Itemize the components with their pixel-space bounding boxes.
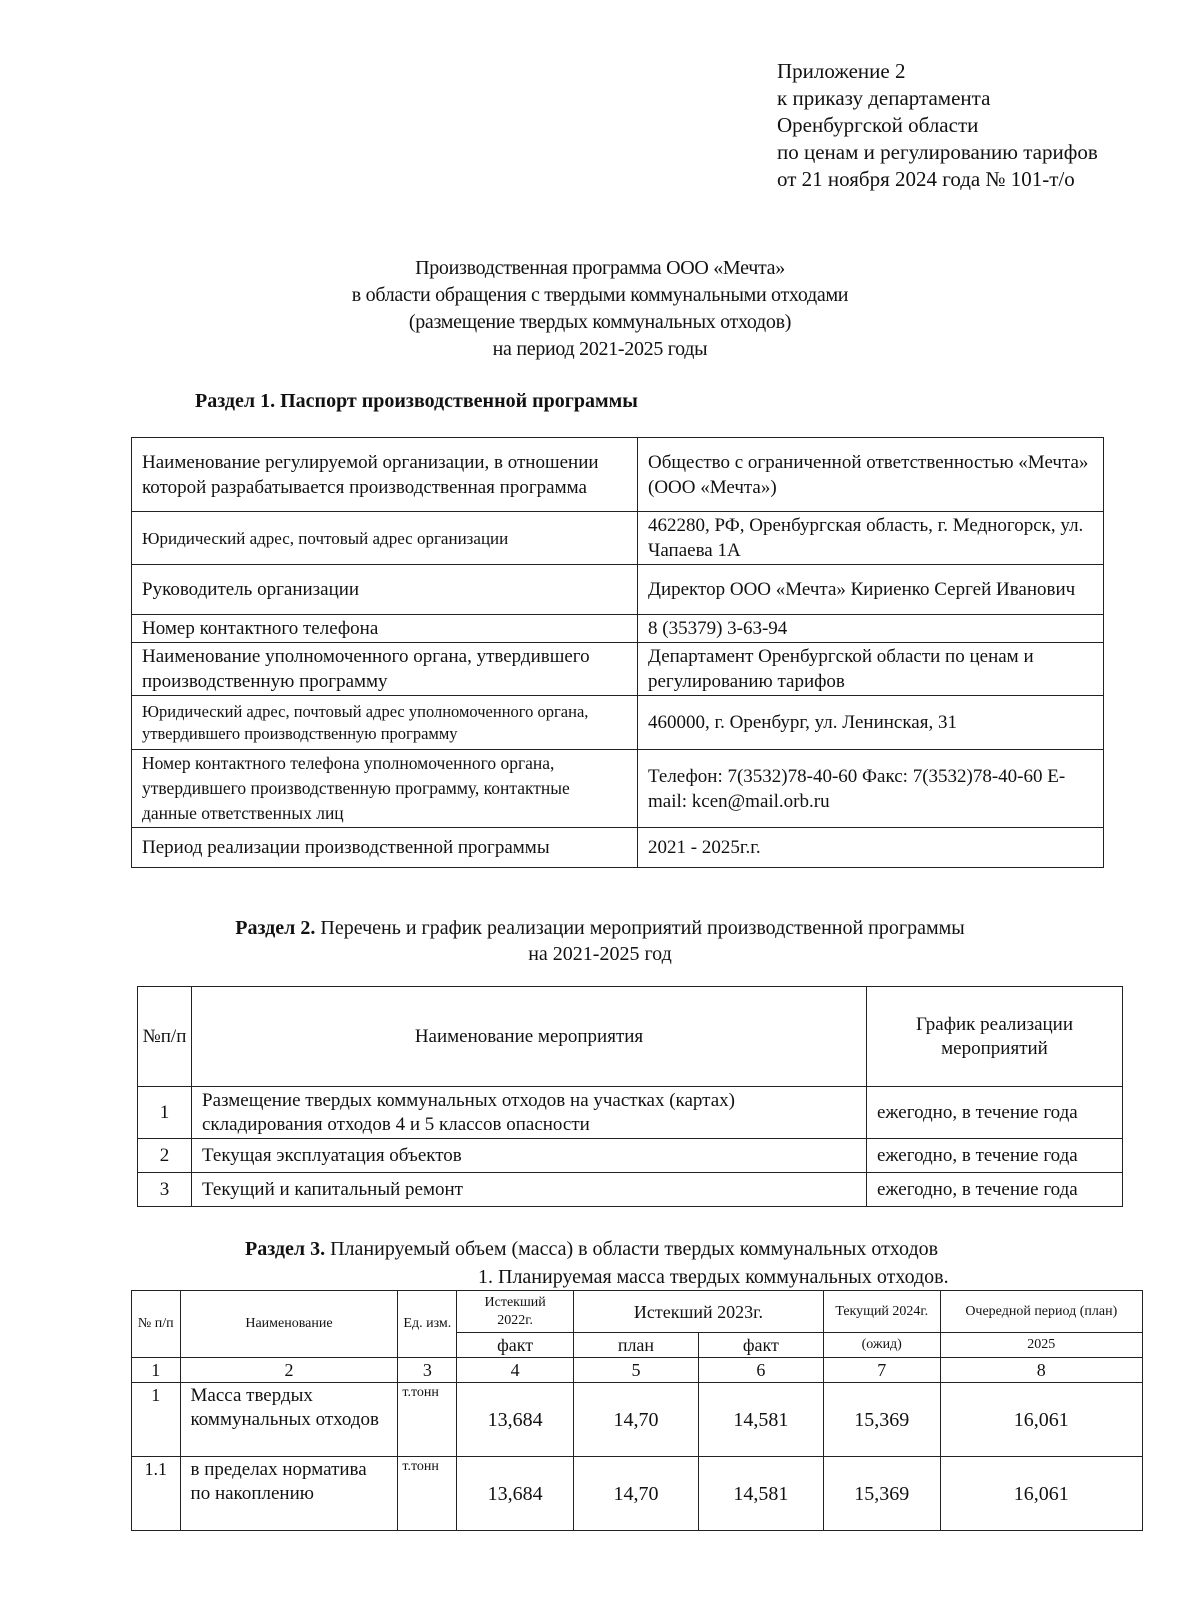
section2-heading-bold: Раздел 2.: [235, 917, 316, 939]
col-header-num: № п/п: [132, 1291, 181, 1358]
table-cell: 15,369: [823, 1383, 940, 1457]
appendix-line: по ценам и регулированию тарифов: [777, 140, 1098, 164]
appendix-line: Оренбургской области: [777, 113, 979, 137]
table-cell: Наименование регулируемой организации, в отношении которой разрабатывается производственная программа: [132, 438, 638, 512]
table-cell: 460000, г. Оренбург, ул. Ленинская, 31: [638, 696, 1104, 750]
table-cell: Телефон: 7(3532)78-40-60 Факс: 7(3532)78-40-60 E-mail: kcen@mail.orb.ru: [638, 750, 1104, 828]
table-cell: Текущая эксплуатация объектов: [192, 1139, 867, 1173]
title-line: на период 2021-2025 годы: [492, 338, 708, 360]
table-cell: Руководитель организации: [132, 565, 638, 615]
column-numbers-row: [132, 1358, 1143, 1383]
section3-heading: [245, 1238, 938, 1261]
table-cell: 1: [138, 1087, 192, 1139]
passport-table: [131, 437, 1104, 868]
appendix-line: к приказу департамента: [777, 86, 991, 110]
table-row: [138, 1139, 1123, 1173]
table-cell: т.тонн: [398, 1457, 457, 1531]
table-cell: Юридический адрес, почтовый адрес уполномоченного органа, утвердившего производственную программу: [132, 696, 638, 750]
col-header-schedule: График реализации мероприятий: [867, 987, 1123, 1087]
title-line: (размещение твердых коммунальных отходов): [408, 311, 792, 333]
appendix-line: от 21 ноября 2024 года № 101-т/о: [777, 167, 1075, 191]
column-number: 1: [132, 1358, 181, 1383]
table-cell: 2: [138, 1139, 192, 1173]
table-cell: 13,684: [457, 1383, 574, 1457]
section1-heading: Раздел 1. Паспорт производственной программы: [195, 390, 638, 412]
table-row: [138, 1173, 1123, 1207]
table-row: [132, 512, 1104, 565]
column-number: 8: [940, 1358, 1142, 1383]
table-cell: ежегодно, в течение года: [867, 1139, 1123, 1173]
table-cell: 3: [138, 1173, 192, 1207]
table-cell: ежегодно, в течение года: [867, 1173, 1123, 1207]
table-row: [138, 1087, 1123, 1139]
table-cell: 2021 - 2025г.г.: [638, 828, 1104, 868]
table-cell: Общество с ограниченной ответственностью «Мечта» (ООО «Мечта»): [638, 438, 1104, 512]
col-header-ojid: (ожид): [823, 1333, 940, 1358]
col-header-num: №п/п: [138, 987, 192, 1087]
section2-heading-line2: на 2021-2025 год: [528, 943, 672, 965]
table-header-row: [138, 987, 1123, 1087]
activities-table: [137, 986, 1123, 1207]
table-cell: в пределах норматива по накоплению: [180, 1457, 398, 1531]
table-row: [132, 643, 1104, 696]
col-header-name: Наименование мероприятия: [192, 987, 867, 1087]
title-line: в области обращения с твердыми коммунальными отходами: [351, 284, 849, 306]
col-header-2023: Истекший 2023г.: [573, 1291, 823, 1333]
table-cell: 16,061: [940, 1457, 1142, 1531]
table-cell: Период реализации производственной программы: [132, 828, 638, 868]
col-header-2024: Текущий 2024г.: [823, 1291, 940, 1333]
table-row: [132, 615, 1104, 643]
table-cell: Размещение твердых коммунальных отходов на участках (картах) складирования отходов 4 и 5 классов опасности: [192, 1087, 867, 1139]
table-cell: 13,684: [457, 1457, 574, 1531]
table-cell: 462280, РФ, Оренбургская область, г. Медногорск, ул. Чапаева 1А: [638, 512, 1104, 565]
table-cell: 1: [132, 1383, 181, 1457]
table-cell: Номер контактного телефона уполномоченного органа, утвердившего производственную программу, контактные данные ответственных лиц: [132, 750, 638, 828]
table-cell: Департамент Оренбургской области по ценам и регулированию тарифов: [638, 643, 1104, 696]
table-row: [132, 696, 1104, 750]
mass-table: [131, 1290, 1143, 1531]
table-row: [132, 1383, 1143, 1457]
col-header-fact: факт: [457, 1333, 574, 1358]
table-cell: 14,70: [573, 1383, 698, 1457]
table-cell: 8 (35379) 3-63-94: [638, 615, 1104, 643]
table-cell: Юридический адрес, почтовый адрес организации: [132, 512, 638, 565]
column-number: 2: [180, 1358, 398, 1383]
appendix-line: Приложение 2: [777, 59, 906, 83]
table-cell: Текущий и капитальный ремонт: [192, 1173, 867, 1207]
table-cell: 14,581: [698, 1383, 823, 1457]
table-cell: Директор ООО «Мечта» Кириенко Сергей Иванович: [638, 565, 1104, 615]
column-number: 7: [823, 1358, 940, 1383]
col-header-name: Наименование: [180, 1291, 398, 1358]
table-header-row: [132, 1291, 1143, 1333]
col-header-2022: Истекший 2022г.: [457, 1291, 574, 1333]
col-header-fact2: факт: [698, 1333, 823, 1358]
section3-heading-bold: Раздел 3.: [245, 1238, 326, 1260]
table-cell: 16,061: [940, 1383, 1142, 1457]
col-header-plan: план: [573, 1333, 698, 1358]
table-cell: Номер контактного телефона: [132, 615, 638, 643]
document-title: [0, 255, 1200, 363]
col-header-unit: Ед. изм.: [398, 1291, 457, 1358]
table-row: [132, 1457, 1143, 1531]
table-cell: 1.1: [132, 1457, 181, 1531]
table-cell: ежегодно, в течение года: [867, 1087, 1123, 1139]
col-header-2025: Очередной период (план): [940, 1291, 1142, 1333]
appendix-block: [777, 58, 1098, 193]
table-cell: 14,70: [573, 1457, 698, 1531]
table-row: [132, 750, 1104, 828]
table-cell: т.тонн: [398, 1383, 457, 1457]
table-cell: Наименование уполномоченного органа, утвердившего производственную программу: [132, 643, 638, 696]
column-number: 4: [457, 1358, 574, 1383]
table-cell: Масса твердых коммунальных отходов: [180, 1383, 398, 1457]
table-row: [132, 565, 1104, 615]
table-row: [132, 828, 1104, 868]
col-header-2025b: 2025: [940, 1333, 1142, 1358]
section2-heading-text: Перечень и график реализации мероприятий производственной программы: [320, 917, 965, 939]
section3-subheading: 1. Планируемая масса твердых коммунальных отходов.: [478, 1266, 949, 1288]
table-row: [132, 438, 1104, 512]
section2-heading: [0, 915, 1200, 967]
title-line: Производственная программа ООО «Мечта»: [415, 257, 785, 279]
table-cell: 15,369: [823, 1457, 940, 1531]
section3-heading-text: Планируемый объем (масса) в области твердых коммунальных отходов: [330, 1238, 939, 1260]
column-number: 5: [573, 1358, 698, 1383]
table-cell: 14,581: [698, 1457, 823, 1531]
column-number: 3: [398, 1358, 457, 1383]
column-number: 6: [698, 1358, 823, 1383]
